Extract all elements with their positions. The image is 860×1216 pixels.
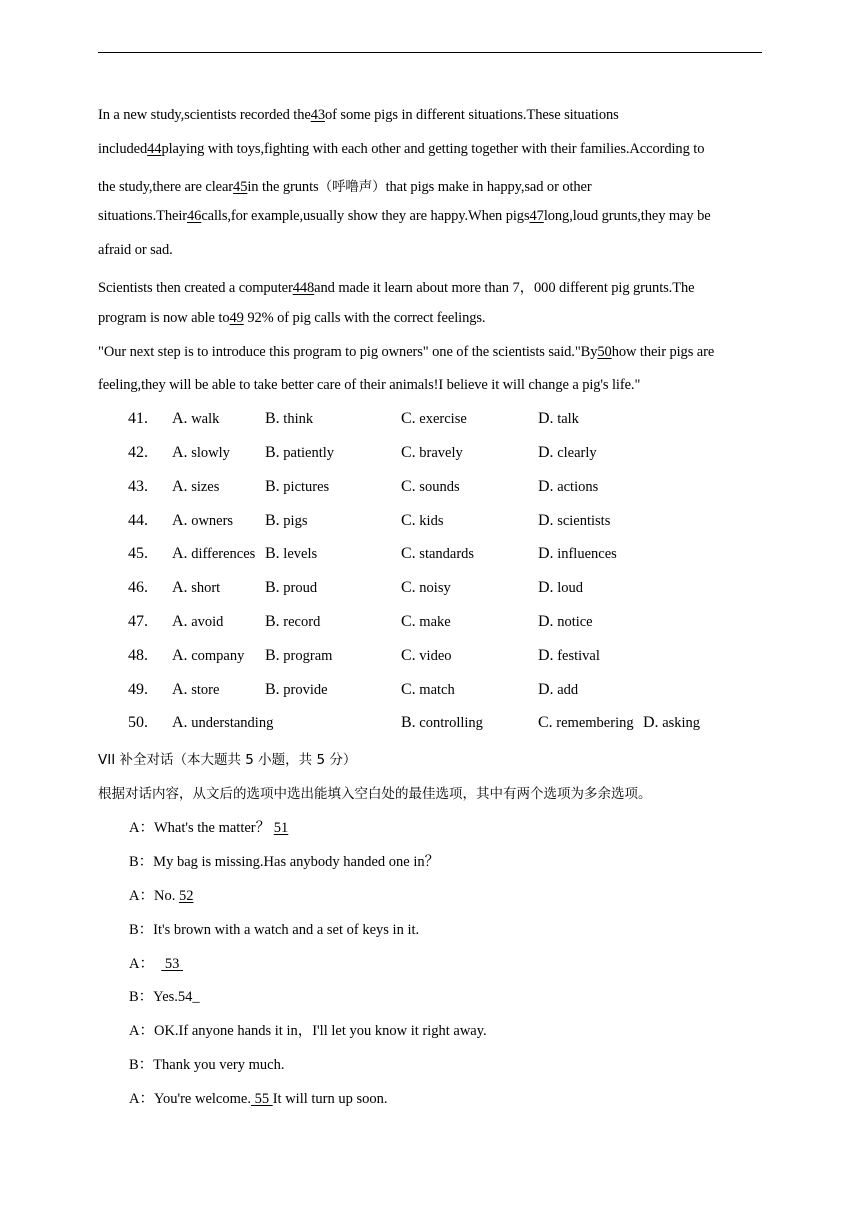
blank-49: 49	[229, 310, 244, 326]
option-c: C. match	[401, 681, 455, 698]
dialogue-line-5: A： 53	[129, 956, 183, 972]
passage-line-4	[98, 208, 711, 225]
option-a: A. avoid	[172, 613, 224, 630]
option-d: D. influences	[538, 545, 617, 562]
text: long,loud grunts,they may be	[543, 208, 711, 224]
option-b: B. levels	[265, 545, 318, 562]
option-d: D. talk	[538, 410, 579, 427]
text: of some pigs in different situations.These situations	[325, 107, 619, 123]
option-d: D. notice	[538, 613, 593, 630]
question-number: 43.	[128, 478, 148, 495]
option-c: C. bravely	[401, 444, 463, 461]
text: calls,for example,usually show they are happy.When pigs	[201, 208, 530, 224]
blank-46: 46	[187, 208, 202, 224]
dialogue-line-6: B：Yes.54_	[129, 989, 200, 1005]
option-a: A. store	[172, 681, 220, 698]
option-d: D. clearly	[538, 444, 597, 461]
option-a: A. walk	[172, 410, 220, 427]
blank-45: 45	[233, 179, 248, 195]
dialogue-line-9: A：You're welcome. 55 It will turn up soon.	[129, 1091, 388, 1107]
text: In a new study,scientists recorded the	[98, 107, 311, 123]
option-c: C. remembering	[538, 714, 634, 731]
option-b: B. provide	[265, 681, 328, 698]
text: program is now able to	[98, 310, 230, 326]
text: and made it learn about more than 7，000 different pig grunts.The	[314, 280, 695, 296]
option-b: B. pigs	[265, 512, 308, 529]
dialogue-line-7: A：OK.If anyone hands it in，I'll let you know it right away.	[129, 1023, 487, 1039]
option-c: C. sounds	[401, 478, 460, 495]
text: Scientists then created a computer	[98, 280, 293, 296]
text: afraid or sad.	[98, 242, 173, 258]
passage-line-2	[98, 141, 704, 158]
passage-line-8	[98, 344, 714, 361]
option-a: A. sizes	[172, 478, 220, 495]
passage-line-6	[98, 276, 694, 297]
text: 92% of pig calls with the correct feelings.	[243, 310, 486, 326]
option-b: B. record	[265, 613, 321, 630]
dialogue-line-2: B：My bag is missing.Has anybody handed one in？	[129, 854, 440, 870]
option-b: B. patiently	[265, 444, 335, 461]
blank-44: 44	[147, 141, 162, 157]
blank-48: 448	[292, 280, 315, 296]
text: situations.Their	[98, 208, 188, 224]
option-b: B. proud	[265, 579, 318, 596]
option-d: D. actions	[538, 478, 599, 495]
option-c: C. exercise	[401, 410, 467, 427]
section-instruction: 根据对话内容，从文后的选项中选出能填入空白处的最佳选项，其中有两个选项为多余选项。	[98, 786, 652, 802]
passage-line-7	[98, 310, 485, 327]
dialogue-line-4: B：It's brown with a watch and a set of keys in it.	[129, 922, 420, 938]
option-c: C. standards	[401, 545, 475, 562]
text: "Our next step is to introduce this program to pig owners" one of the scientists said."By	[98, 344, 598, 360]
option-b: B. program	[265, 647, 333, 664]
blank-51: 51	[273, 820, 289, 836]
option-d: D. scientists	[538, 512, 611, 529]
option-c: C. noisy	[401, 579, 451, 596]
question-number: 41.	[128, 410, 148, 427]
blank-43: 43	[310, 107, 326, 123]
passage-line-1	[98, 107, 619, 124]
gloss: （呼噜声）	[318, 179, 386, 195]
blank-47: 47	[529, 208, 544, 224]
option-c: C. make	[401, 613, 451, 630]
option-a: A. company	[172, 647, 245, 664]
option-b: B. think	[265, 410, 314, 427]
dialogue-line-8: B：Thank you very much.	[129, 1057, 285, 1073]
option-a: A. short	[172, 579, 221, 596]
question-number: 44.	[128, 512, 148, 529]
option-d: D. festival	[538, 647, 600, 664]
option-b: B. controlling	[401, 714, 483, 731]
question-number: 47.	[128, 613, 148, 630]
question-number: 45.	[128, 545, 148, 562]
question-number: 48.	[128, 647, 148, 664]
section-title: VII 补全对话（本大题共 5 小题，共 5 分）	[98, 752, 357, 768]
option-a: A. understanding	[172, 714, 274, 731]
question-number: 49.	[128, 681, 148, 698]
option-d: D. loud	[538, 579, 583, 596]
blank-50: 50	[597, 344, 612, 360]
text: playing with toys,fighting with each other and getting together with their families.According to	[161, 141, 705, 157]
option-a: A. owners	[172, 512, 234, 529]
passage-line-9	[98, 377, 640, 394]
blank-55: 55	[250, 1091, 273, 1107]
text: that pigs make in happy,sad or other	[385, 179, 592, 195]
blank-52: 52	[178, 888, 194, 904]
text: how their pigs are	[611, 344, 715, 360]
option-d: D. add	[538, 681, 579, 698]
text: the study,there are clear	[98, 179, 234, 195]
question-number: 50.	[128, 714, 148, 731]
passage-line-3	[98, 175, 592, 196]
dialogue-line-3: A：No. 52	[129, 888, 194, 904]
option-a: A. slowly	[172, 444, 230, 461]
question-number: 42.	[128, 444, 148, 461]
question-number: 46.	[128, 579, 148, 596]
passage-line-5	[98, 242, 173, 259]
option-b: B. pictures	[265, 478, 330, 495]
blank-53: 53	[161, 956, 183, 972]
text: included	[98, 141, 148, 157]
option-c: C. kids	[401, 512, 444, 529]
option-d: D. asking	[643, 714, 701, 731]
dialogue-line-1: A：What's the matter？ 51	[129, 820, 289, 836]
text: in the grunts	[247, 179, 319, 195]
header-rule	[98, 52, 762, 53]
option-a: A. differences	[172, 545, 256, 562]
text: feeling,they will be able to take better care of their animals!I believe it will change a pig's life."	[98, 377, 641, 393]
option-c: C. video	[401, 647, 452, 664]
